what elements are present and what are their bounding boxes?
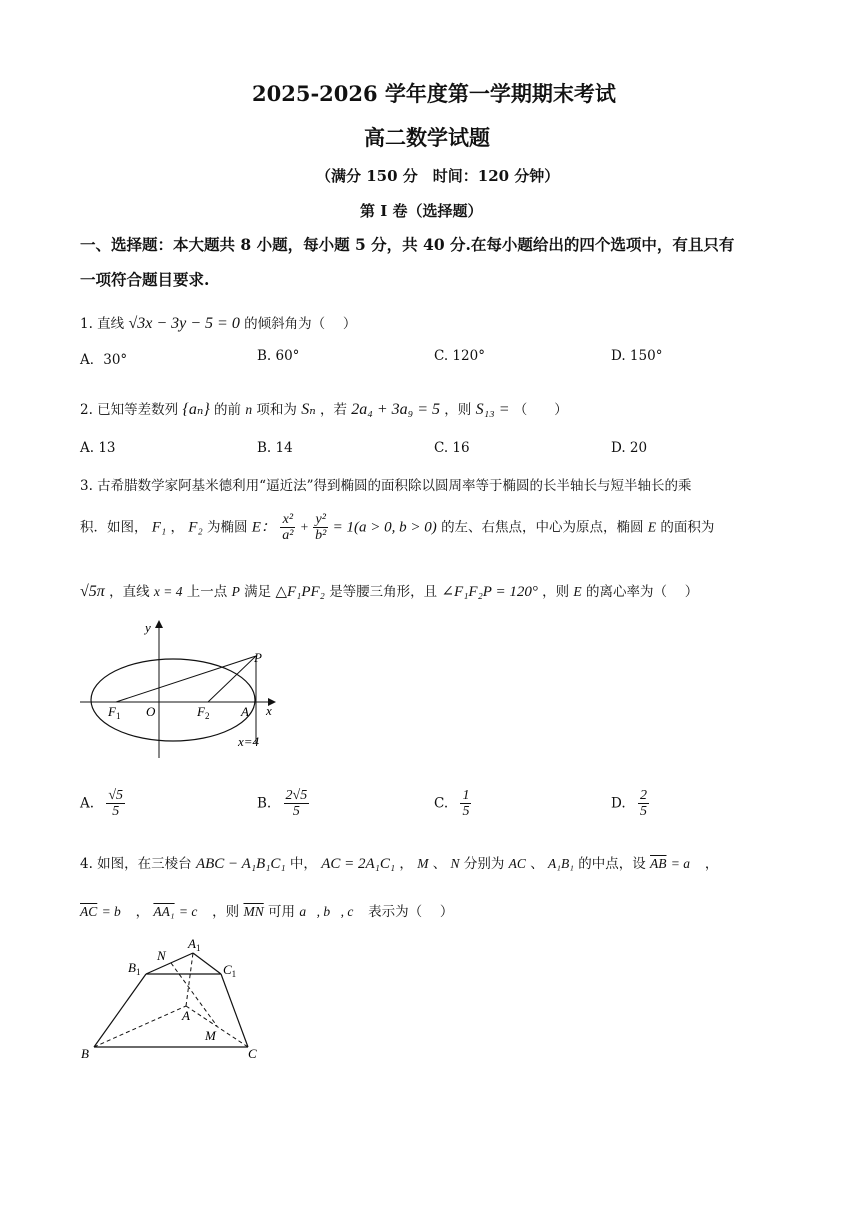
q2-option-a[interactable]: A. 13 xyxy=(80,440,116,456)
label-f1: $F_1$ xyxy=(108,704,121,721)
question-1 xyxy=(80,312,356,333)
edge-a-a1 xyxy=(186,953,193,1006)
q3-text-j: 的离心率为（ ） xyxy=(585,584,699,600)
q4-eq-a: = a⃗ xyxy=(670,856,701,871)
q3-e3: E xyxy=(573,584,582,599)
q1-tail: 的倾斜角为（ ） xyxy=(244,316,357,332)
section-heading-line1: 一、选择题：本大题共 8 小题，每小题 5 分，共 40 分.在每小题给出的四个选项中，有且只有 xyxy=(80,235,735,254)
segment-n-m xyxy=(171,963,217,1026)
edge-a-c xyxy=(186,1006,248,1047)
q3-option-a-label: A. xyxy=(80,795,95,812)
q1-option-c[interactable]: C. 120° xyxy=(434,348,485,364)
label-f2: $F_2$ xyxy=(197,704,210,721)
q4-text-d: 、 xyxy=(432,856,447,872)
question-4-line2 xyxy=(80,900,453,920)
q1-number: 1. 直线 xyxy=(80,316,125,332)
q4-text-f: 、 xyxy=(530,856,544,872)
q4-vector-ac: $\overline{AC}$ xyxy=(80,904,98,919)
q3-text-h: 是等腰三角形，且 xyxy=(329,584,438,600)
q4-a1b1: A₁B₁ xyxy=(548,856,574,871)
q3-e2: E xyxy=(647,519,657,535)
volume-title: 第 I 卷（选择题） xyxy=(360,202,483,220)
q3-text-a: 积．如图， xyxy=(80,519,148,536)
q2-text-1: 的前 xyxy=(214,402,242,418)
label-a1: $A_1$ xyxy=(188,936,201,953)
q3-text-d: 的面积为 xyxy=(660,519,715,536)
q3-option-a-fraction: $\frac{√5}{5}$ xyxy=(108,788,124,820)
q4-text-c: ， xyxy=(399,856,413,872)
q4-vector-aa1: AA₁ xyxy=(153,904,175,919)
q3-plus: + xyxy=(299,519,309,535)
q4-relation: AC = 2A₁C₁ xyxy=(321,856,396,872)
q3-option-d-label: D. xyxy=(611,795,626,812)
q4-text-i: ， xyxy=(135,904,150,920)
label-a: A xyxy=(182,1008,190,1023)
label-b1: $B_1$ xyxy=(128,960,141,977)
q3-point-p: P xyxy=(231,584,240,599)
q3-line-x4: x = 4 xyxy=(153,584,183,599)
q2-n: n xyxy=(245,402,253,417)
ellipse-curve xyxy=(91,659,255,741)
q1-option-a[interactable]: A．30° xyxy=(80,352,128,368)
q3-f2: F₂ xyxy=(188,519,203,536)
q4-eq-c: = c⃗ xyxy=(178,904,208,919)
q4-text-g: 的中点，设 xyxy=(578,856,646,872)
label-x: x xyxy=(266,703,272,718)
exam-subject: 高二数学试题 xyxy=(364,125,490,150)
q2-text-3: ，若 xyxy=(319,402,347,418)
q3-option-c-label: C. xyxy=(434,795,449,812)
q2-number: 2. 已知等差数列 xyxy=(80,402,179,418)
question-3-line3 xyxy=(80,580,698,601)
q4-text-b: 中， xyxy=(289,856,317,872)
label-y: y xyxy=(145,620,151,635)
q4-text-k: 可用 xyxy=(268,904,296,920)
q3-ellipse-figure xyxy=(76,618,286,763)
q3-comma: ， xyxy=(170,519,184,536)
edge-b-a xyxy=(94,1006,186,1047)
label-p: P xyxy=(254,650,262,665)
q3-area: √5π xyxy=(80,583,105,600)
q4-vectors: a⃗, b⃗, c⃗ xyxy=(299,904,364,919)
label-b: B xyxy=(81,1046,89,1061)
label-c1: $C_1$ xyxy=(223,962,237,979)
q3-option-a[interactable] xyxy=(80,788,125,820)
q4-text-e: 分别为 xyxy=(463,856,505,872)
q4-text-l: 表示为（ ） xyxy=(368,904,454,920)
label-o: O xyxy=(146,704,156,719)
q3-option-b-fraction: $\frac{2√5}{5}$ xyxy=(285,788,308,820)
exam-title: 2025-2026 学年度第一学期期末考试 xyxy=(252,81,616,106)
edge-b-b1 xyxy=(94,974,146,1047)
edge-c-c1 xyxy=(221,974,248,1047)
q2-text-2: 项和为 xyxy=(256,402,297,418)
q3-ellipse-name: E： xyxy=(251,519,276,536)
q2-option-b[interactable]: B. 14 xyxy=(257,440,293,456)
label-n: N xyxy=(157,948,166,963)
q4-text-a: 4. 如图，在三棱台 xyxy=(80,856,192,872)
q4-ac: AC xyxy=(508,856,526,871)
edge-a1-c1 xyxy=(193,953,221,974)
q4-solid: ABC − A₁B₁C₁ xyxy=(195,856,286,872)
q4-text-j: ，则 xyxy=(212,904,240,920)
question-4-line1 xyxy=(80,852,718,873)
q1-line-equation: √3x − 3y − 5 = 0 xyxy=(128,315,240,332)
q3-text-e: ，直线 xyxy=(109,584,150,600)
exam-info: （满分 150 分 时间：120 分钟） xyxy=(316,167,560,185)
q4-frustum-figure xyxy=(76,934,276,1066)
label-c: C xyxy=(248,1046,257,1061)
q2-text-4: ，则 xyxy=(444,402,472,418)
q4-vector-ab: $\overline{AB}$ xyxy=(650,856,667,871)
q2-option-c[interactable]: C. 16 xyxy=(434,440,470,456)
segment-f2-p xyxy=(208,656,256,702)
q3-y-fraction: $\frac{\text{y²}}{\text{b²}}$ xyxy=(315,512,327,544)
q3-text-g: 满足 xyxy=(244,584,272,600)
q3-rhs: = 1(a > 0, b > 0) xyxy=(332,519,437,536)
q3-option-b[interactable] xyxy=(257,788,309,820)
q3-angle: ∠F₁F₂P = 120° xyxy=(441,584,538,600)
q3-text-c: 的左、右焦点，中心为原点，椭圆 xyxy=(441,519,644,536)
q2-option-d[interactable]: D. 20 xyxy=(611,440,648,456)
question-3-line1: 3. 古希腊数学家阿基米德利用“逼近法”得到椭圆的面积除以圆周率等于椭圆的长半轴长与短半轴长的乘 xyxy=(80,478,692,494)
q3-x-fraction: $\frac{\text{x²}}{\text{a²}}$ xyxy=(282,512,294,544)
q2-condition: 2a₄ + 3a₉ = 5 xyxy=(351,401,440,418)
q4-text-h: ， xyxy=(704,856,719,872)
label-m: M xyxy=(205,1028,216,1043)
q1-option-d[interactable]: D. 150° xyxy=(611,348,663,364)
q3-option-d[interactable] xyxy=(611,788,649,820)
edge-b1-a1 xyxy=(146,953,193,974)
question-3-line2 xyxy=(80,512,714,544)
q4-vector-mn: $\overline{MN}$ xyxy=(243,904,264,919)
question-2 xyxy=(80,398,568,419)
q3-triangle: △F₁PF₂ xyxy=(275,584,325,600)
q2-sn: Sₙ xyxy=(301,401,316,418)
q2-target: S₁₃ = xyxy=(475,401,510,418)
q3-text-f: 上一点 xyxy=(186,584,228,600)
q1-option-b[interactable]: B. 60° xyxy=(257,348,300,364)
q3-option-b-label: B. xyxy=(257,795,272,812)
q2-text-5: （ ） xyxy=(513,402,568,418)
q3-option-c[interactable] xyxy=(434,788,471,820)
q3-text-b: 为椭圆 xyxy=(206,519,248,536)
q4-eq-b: = b⃗ xyxy=(101,904,132,919)
q3-text-i: ，则 xyxy=(542,584,570,600)
q3-option-d-fraction: $\frac{2}{5}$ xyxy=(639,788,647,820)
q3-f1: F₁ xyxy=(151,519,167,536)
q2-sequence: {aₙ} xyxy=(182,401,210,418)
section-heading-line2: 一项符合题目要求. xyxy=(80,270,210,289)
q4-m: M xyxy=(417,856,429,871)
label-x4: x=4 xyxy=(238,734,260,749)
label-a: A xyxy=(241,704,249,719)
q4-n: N xyxy=(450,856,460,871)
q3-option-c-fraction: $\frac{1}{5}$ xyxy=(462,788,470,820)
